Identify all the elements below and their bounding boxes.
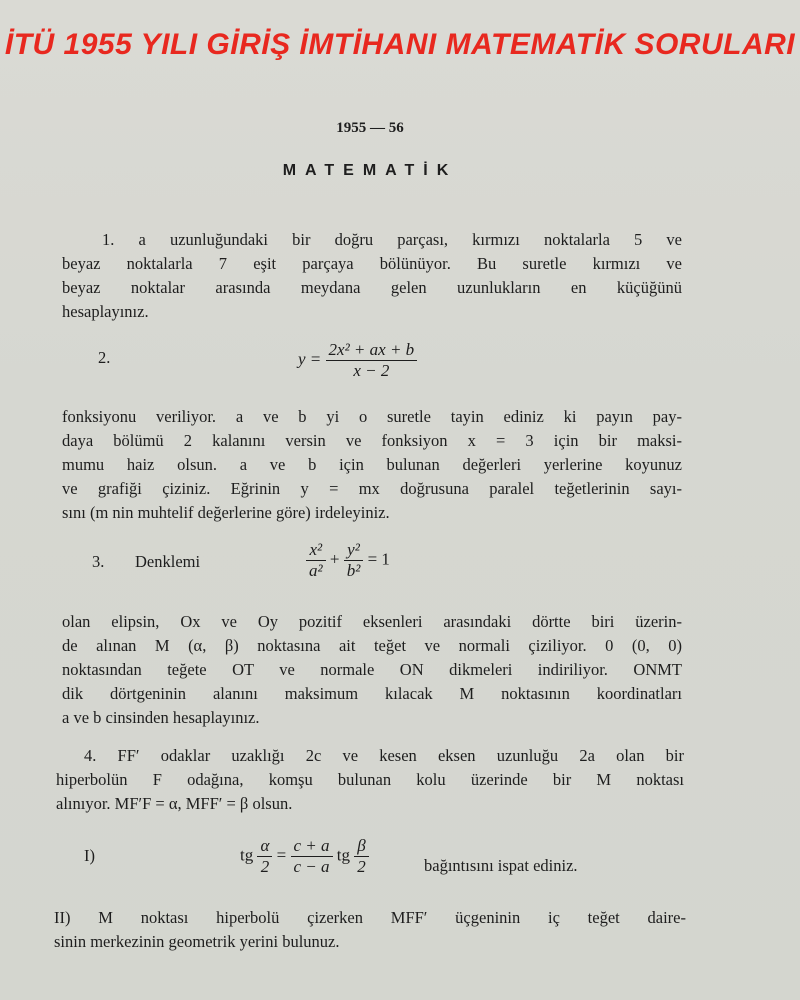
question-1	[62, 228, 682, 324]
q3-den-a: a²	[309, 561, 323, 580]
q2-line: sını (m nin muhtelif değerlerine göre) irdeleyiniz.	[62, 503, 390, 522]
q4-den-2b: 2	[357, 857, 366, 876]
q3-den-b: b²	[346, 561, 361, 580]
q3-line: de alınan M (α, β) noktasına ait teğet ve normali çiziliyor. 0 (0, 0)	[62, 636, 682, 655]
q1-line: beyaz noktalarla 7 eşit parçaya bölünüyor. Bu suretle kırmızı ve	[62, 254, 682, 273]
q1-line: hesaplayınız.	[62, 302, 149, 321]
q4-tg-2: tg	[336, 845, 351, 865]
q3-num-x: x²	[306, 540, 326, 561]
q4-part2-line: II) M noktası hiperbolü çizerken MFF′ üçgeninin iç teğet daire-	[54, 908, 686, 927]
q4-fraction-alpha	[257, 836, 272, 877]
subject-heading: MATEMATİK	[282, 162, 458, 179]
q3-plus: +	[329, 549, 340, 569]
q4-equals: =	[276, 845, 287, 865]
years-heading: 1955 — 56	[336, 120, 404, 136]
q2-fraction	[326, 340, 418, 381]
q4-line: hiperbolün F odağına, komşu bulunan kolu üzerinde bir M noktası	[56, 770, 684, 789]
q3-num-y: y²	[344, 540, 364, 561]
q3-line: olan elipsin, Ox ve Oy pozitif eksenleri arasındaki dörtte biri üzerin-	[62, 612, 682, 631]
q2-formula	[298, 340, 417, 381]
q4-num-beta: β	[354, 836, 369, 857]
q2-denominator: x − 2	[353, 361, 390, 380]
q4-part1-label: I)	[84, 846, 95, 865]
question-3-text	[62, 610, 682, 730]
q4-den-2: 2	[260, 857, 270, 876]
q4-part1-formula	[240, 836, 369, 877]
q4-num-ca: c + a	[291, 836, 333, 857]
q2-line: ve grafiği çiziniz. Eğrinin y = mx doğrusuna paralel teğetlerinin sayı-	[62, 479, 682, 498]
header-title: İTÜ 1955 YILI GİRİŞ İMTİHANI MATEMATİK SORULARI	[4, 28, 796, 61]
q2-line: mumu haiz olsun. a ve b için bulunan değerleri yerlerine koyunuz	[62, 455, 682, 474]
q1-line: beyaz noktalar arasında meydana gelen uzunlukların en küçüğünü	[62, 278, 682, 297]
q3-number: 3.	[92, 552, 105, 571]
q4-fraction-ca	[291, 836, 333, 877]
question-2-text	[62, 405, 682, 525]
q2-numerator: 2x² + ax + b	[326, 340, 418, 361]
q2-line: daya bölümü 2 kalanını versin ve fonksiyon x = 3 için bir maksi-	[62, 431, 682, 450]
question-4-text	[56, 744, 684, 816]
q4-num-alpha: α	[257, 836, 272, 857]
q4-tg-1: tg	[240, 845, 254, 865]
q3-formula	[306, 540, 390, 581]
q4-line: 4. FF′ odaklar uzaklığı 2c ve kesen eksen uzunluğu 2a olan bir	[84, 746, 684, 765]
q3-label: Denklemi	[135, 552, 201, 571]
q3-line: noktasından teğete OT ve normale ON dikmeleri indiriliyor. ONMT	[62, 660, 682, 679]
q4-line: alınıyor. MF′F = α, MFF′ = β olsun.	[56, 794, 293, 813]
q4-part2-line: sinin merkezinin geometrik yerini bulunuz.	[54, 932, 340, 951]
q4-part2	[54, 906, 686, 954]
q2-line: fonksiyonu veriliyor. a ve b yi o suretle tayin ediniz ki payın pay-	[62, 407, 682, 426]
q3-fraction-y	[344, 540, 364, 581]
q4-den-ca: c − a	[293, 857, 330, 876]
q3-line: a ve b cinsinden hesaplayınız.	[62, 708, 260, 727]
q2-number: 2.	[98, 348, 111, 367]
q4-fraction-beta	[354, 836, 369, 877]
q2-lhs: y =	[298, 349, 322, 369]
q3-rhs: = 1	[367, 549, 390, 569]
q3-line: dik dörtgeninin alanını maksimum kılacak M noktasının koordinatları	[62, 684, 682, 703]
q1-line: 1. a uzunluğundaki bir doğru parçası, kırmızı noktalarla 5 ve	[102, 230, 682, 249]
q4-part1-text: bağıntısını ispat ediniz.	[424, 856, 578, 875]
q3-fraction-x	[306, 540, 326, 581]
